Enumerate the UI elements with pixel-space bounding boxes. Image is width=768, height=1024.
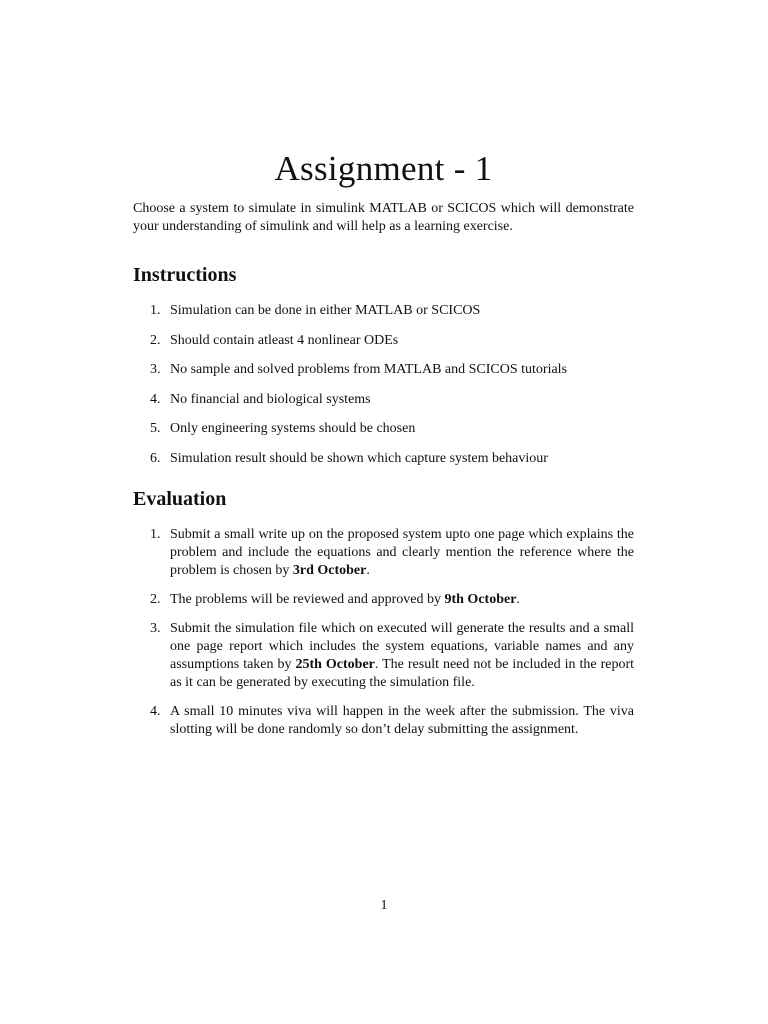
list-item (133, 620, 634, 692)
list-item (133, 591, 634, 609)
item-number: 1. (150, 303, 161, 318)
item-text: Simulation result should be shown which capture system behaviour (170, 450, 548, 466)
item-number: 3. (150, 362, 161, 377)
item-text: Submit a small write up on the proposed system upto one page which explains the problem and include the equations and clearly mention the reference where the problem is chosen by (170, 526, 634, 578)
page-content (133, 148, 634, 750)
item-number: 5. (150, 421, 161, 436)
instructions-heading: Instructions (133, 264, 237, 286)
item-number: 4. (150, 703, 161, 719)
page-title: Assignment - 1 (274, 149, 493, 188)
deadline-date: 25th October (295, 656, 375, 672)
deadline-date: 3rd October (292, 562, 367, 578)
list-item (133, 302, 634, 320)
item-text: No financial and biological systems (170, 391, 371, 407)
list-item (133, 361, 634, 379)
instructions-list (133, 302, 634, 468)
item-text: Submit the simulation file which on executed will generate the results and a small one page report which includes the system equations, variable names and any assumptions taken by (170, 620, 634, 672)
item-text: Only engineering systems should be chosen (170, 421, 416, 436)
item-text-end: . (516, 591, 520, 607)
item-number: 4. (150, 391, 161, 407)
item-text: No sample and solved problems from MATLAB and SCICOS tutorials (170, 362, 568, 377)
list-item (133, 391, 634, 409)
item-text-end: . (366, 562, 370, 578)
intro-paragraph: Choose a system to simulate in simulink MATLAB or SCICOS which will demonstrate your understanding of simulink and will help as a learning exercise. (133, 201, 634, 234)
item-number: 3. (150, 620, 161, 636)
item-number: 2. (150, 332, 161, 348)
item-text: A small 10 minutes viva will happen in the week after the submission. The viva slotting will be done randomly so don’t delay submitting the assignment. (170, 703, 634, 737)
item-text: Simulation can be done in either MATLAB or SCICOS (170, 303, 481, 318)
evaluation-list (133, 526, 634, 739)
list-item (133, 332, 634, 350)
item-number: 1. (150, 526, 161, 542)
page-number: 1 (380, 898, 388, 913)
list-item (133, 526, 634, 580)
item-number: 6. (150, 450, 161, 466)
list-item (133, 450, 634, 468)
item-text: Should contain atleast 4 nonlinear ODEs (170, 332, 399, 348)
item-number: 2. (150, 591, 161, 607)
list-item (133, 703, 634, 739)
evaluation-heading: Evaluation (133, 487, 227, 510)
item-text-end: . The result need not be included in the report as it can be generated by executing the simulation file. (170, 656, 634, 690)
deadline-date: 9th October (444, 591, 517, 607)
list-item (133, 420, 634, 438)
item-text: The problems will be reviewed and approved by (170, 591, 445, 607)
